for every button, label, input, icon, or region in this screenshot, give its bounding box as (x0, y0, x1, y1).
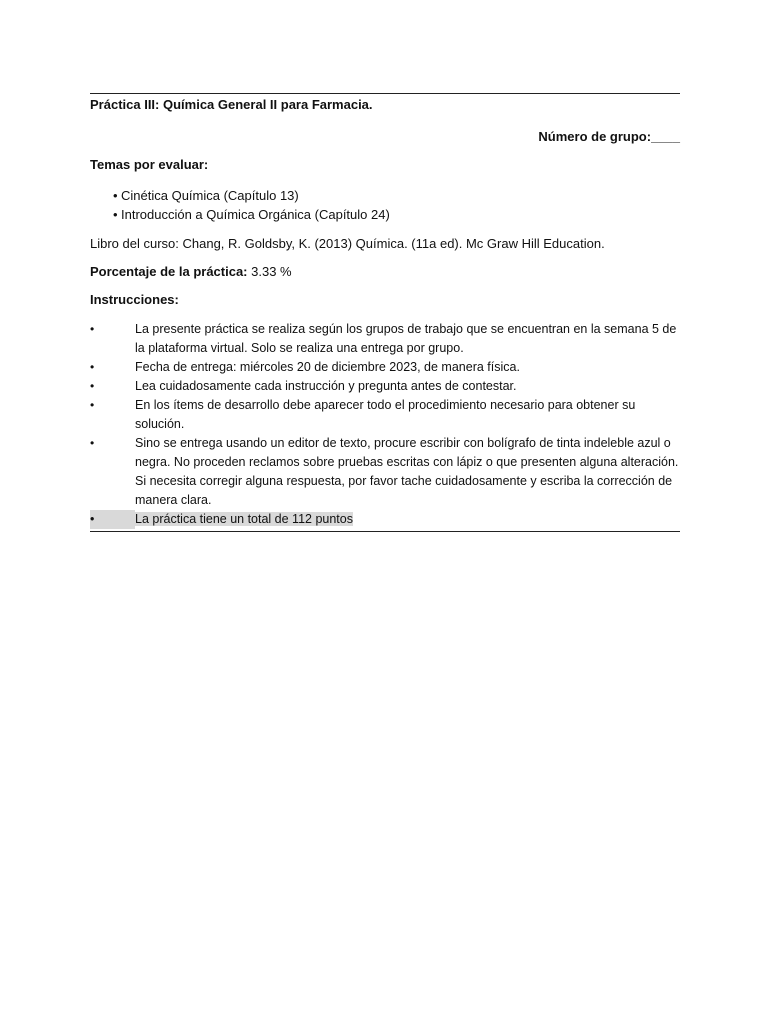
instruction-text: La práctica tiene un total de 112 puntos (135, 512, 353, 526)
bottom-rule (90, 531, 680, 532)
list-item-highlighted (90, 510, 680, 529)
list-item (90, 320, 680, 358)
course-book: Libro del curso: Chang, R. Goldsby, K. (2013) Química. (11a ed). Mc Graw Hill Education. (90, 236, 605, 251)
percentage-line (90, 264, 680, 280)
list-item (90, 205, 680, 224)
instruction-text: En los ítems de desarrollo debe aparecer todo el procedimiento necesario para obtener su solución. (135, 398, 636, 431)
instruction-text: La presente práctica se realiza según los grupos de trabajo que se encuentran en la semana 5 de la plataforma virtual. Solo se realiza una entrega por grupo. (135, 322, 677, 355)
bullet-icon: • (90, 510, 135, 529)
instructions-list (90, 320, 680, 529)
list-item (90, 377, 680, 396)
bullet-icon: • (90, 379, 95, 393)
bullet-icon: • (90, 436, 95, 450)
list-item (90, 434, 680, 510)
percentage-value: 3.33 % (247, 264, 292, 279)
topics-heading: Temas por evaluar: (90, 157, 209, 172)
instruction-text: Sino se entrega usando un editor de texto, procure escribir con bolígrafo de tinta indeleble azul o negra. No proceden reclamos sobre pruebas escritas con lápiz o que presenten alguna alteración. Si necesita corregir alguna respuesta, por favor tache cuidadosamente y escriba la corrección de manera clara. (135, 436, 679, 507)
document-title: Práctica III: Química General II para Farmacia. (90, 97, 373, 112)
bullet-icon: • (113, 188, 118, 203)
bullet-icon: • (90, 322, 95, 336)
instruction-text: Lea cuidadosamente cada instrucción y pregunta antes de contestar. (135, 379, 517, 393)
list-item (90, 396, 680, 434)
instruction-text: Fecha de entrega: miércoles 20 de diciembre 2023, de manera física. (135, 360, 520, 374)
list-item (90, 358, 680, 377)
bullet-icon: • (113, 207, 118, 222)
group-number-field: Número de grupo:____ (538, 129, 680, 144)
instructions-heading: Instrucciones: (90, 292, 179, 307)
list-item (90, 186, 680, 205)
bullet-icon: • (90, 398, 95, 412)
topic-text: Introducción a Química Orgánica (Capítulo 24) (121, 207, 390, 222)
topics-list (90, 186, 680, 224)
document-page (90, 93, 680, 532)
topic-text: Cinética Química (Capítulo 13) (121, 188, 299, 203)
bullet-icon: • (90, 360, 95, 374)
percentage-label: Porcentaje de la práctica: (90, 264, 248, 279)
top-rule (90, 93, 680, 94)
